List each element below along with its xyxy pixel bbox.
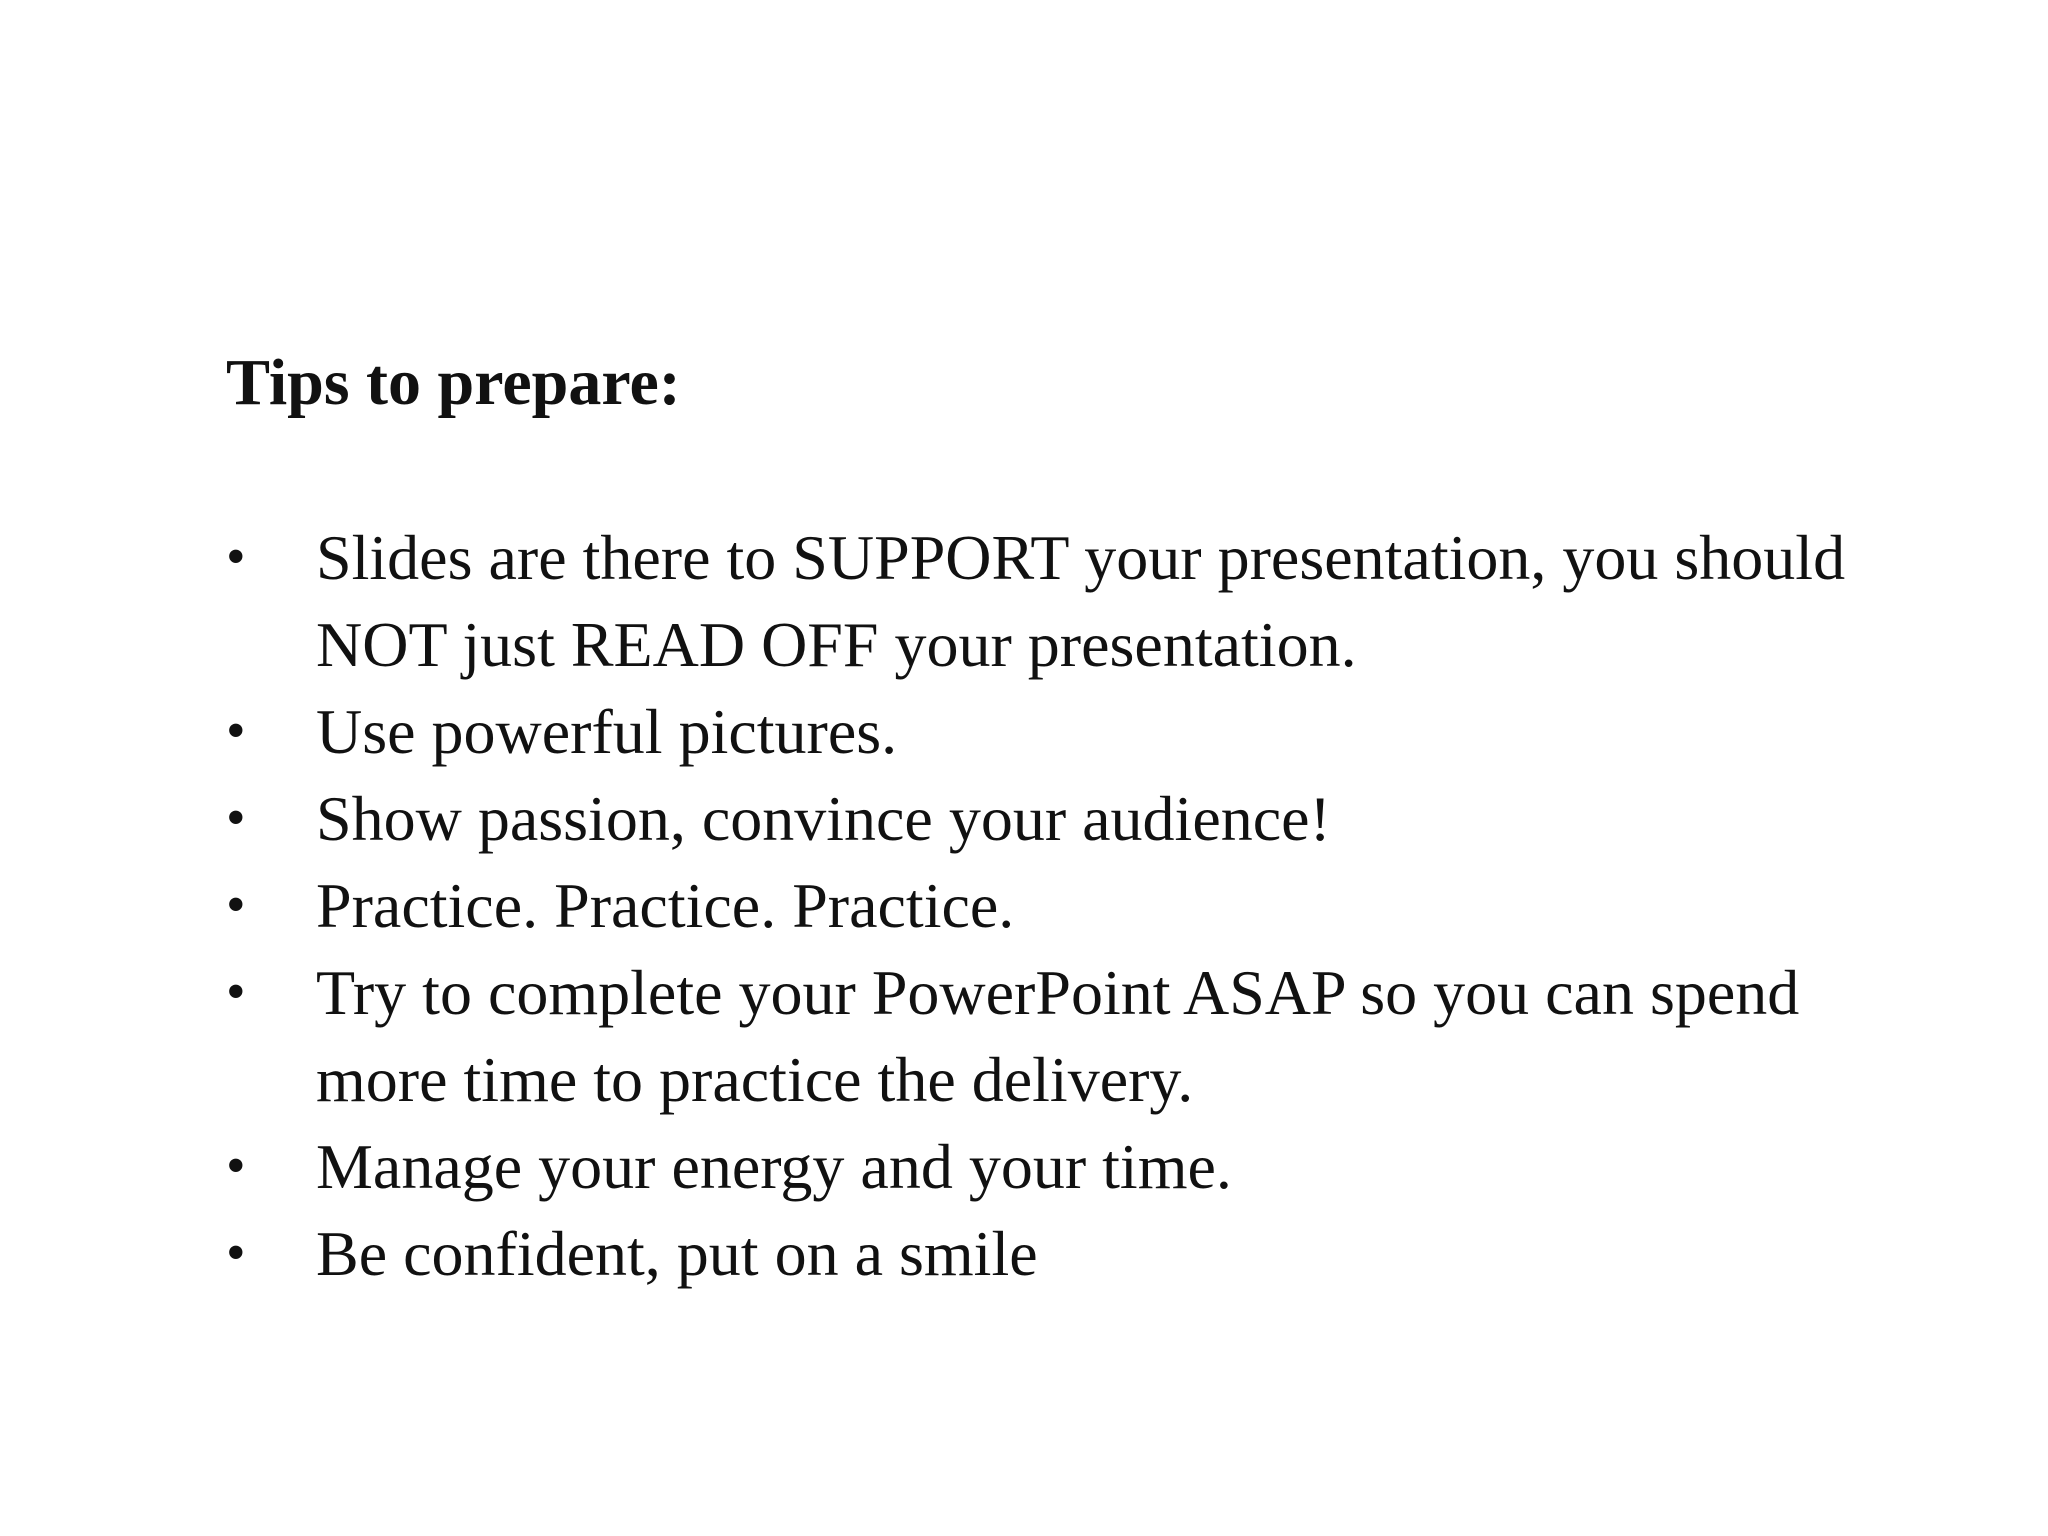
bullet-text: Manage your energy and your time. xyxy=(316,1131,1232,1202)
bullet-item xyxy=(226,862,1926,949)
bullet-item xyxy=(226,775,1926,862)
bullet-item xyxy=(226,949,1926,1123)
bullet-icon: • xyxy=(226,526,246,588)
bullet-icon: • xyxy=(226,700,246,762)
bullet-text: Use powerful pictures. xyxy=(316,696,898,767)
bullet-icon: • xyxy=(226,961,246,1023)
bullet-item xyxy=(226,688,1926,775)
bullet-icon: • xyxy=(226,874,246,936)
bullet-list xyxy=(226,514,1926,1297)
bullet-item xyxy=(226,1123,1926,1210)
bullet-item xyxy=(226,1210,1926,1297)
bullet-text: Try to complete your PowerPoint ASAP so you can spend more time to practice the delivery. xyxy=(316,957,1800,1115)
bullet-text: Slides are there to SUPPORT your presentation, you should NOT just READ OFF your presentation. xyxy=(316,522,1846,680)
bullet-item xyxy=(226,514,1926,688)
bullet-icon: • xyxy=(226,787,246,849)
bullet-icon: • xyxy=(226,1222,246,1284)
bullet-text: Show passion, convince your audience! xyxy=(316,783,1331,854)
bullet-icon: • xyxy=(226,1135,246,1197)
bullet-text: Practice. Practice. Practice. xyxy=(316,870,1015,941)
bullet-text: Be confident, put on a smile xyxy=(316,1218,1038,1289)
slide-heading: Tips to prepare: xyxy=(226,346,681,419)
slide-content xyxy=(226,340,1926,1297)
